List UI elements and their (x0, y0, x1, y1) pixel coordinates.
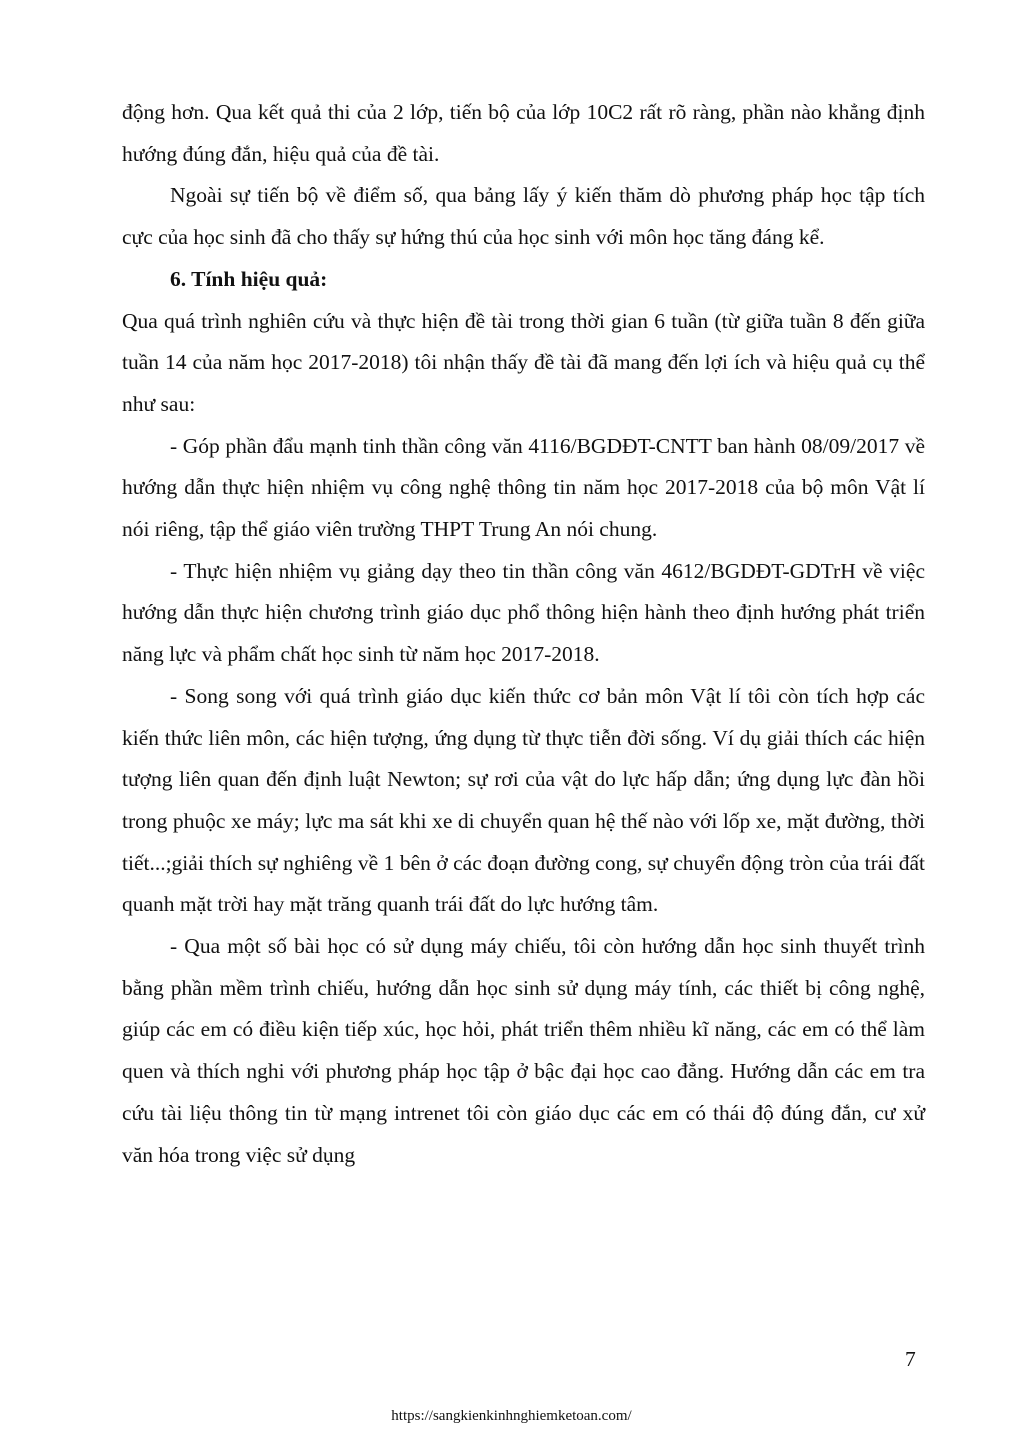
paragraph-research-period: Qua quá trình nghiên cứu và thực hiện đề tài trong thời gian 6 tuần (từ giữa tuần 8 đến giữa tuần 14 của năm học 2017-2018) tôi nhận thấy đề tài đã mang đến lợi ích và hiệu quả cụ thể như sau: (122, 308, 925, 416)
paragraph-results-conclusion: động hơn. Qua kết quả thi của 2 lớp, tiến bộ của lớp 10C2 rất rõ ràng, phần nào khẳng định hướng đúng đắn, hiệu quả của đề tài. (122, 100, 925, 166)
bullet-paragraph-projector-usage: - Qua một số bài học có sử dụng máy chiếu, tôi còn hướng dẫn học sinh thuyết trình bằng phần mềm trình chiếu, hướng dẫn học sinh sử dụng máy tính, các thiết bị công nghệ, giúp các em có điều kiện tiếp xúc, học hỏi, phát triển thêm nhiều kĩ năng, các em có thể làm quen và thích nghi với phương pháp học tập ở bậc đại học cao đẳng. Hướng dẫn các em tra cứu tài liệu thông tin từ mạng intrenet tôi còn giáo dục các em có thái độ đúng đắn, cư xử văn hóa trong việc sử dụng (122, 934, 925, 1167)
bullet-paragraph-teaching-directive: - Thực hiện nhiệm vụ giảng dạy theo tin thần công văn 4612/BGDĐT-GDTrH về việc hướng dẫn thực hiện chương trình giáo dục phổ thông hiện hành theo định hướng phát triển năng lực và phẩm chất học sinh từ năm học 2017-2018. (122, 558, 925, 667)
bullet-paragraph-interdisciplinary: - Song song với quá trình giáo dục kiến thức cơ bản môn Vật lí tôi còn tích hợp các kiến thức liên môn, các hiện tượng, ứng dụng từ thực tiễn đời sống. Ví dụ giải thích các hiện tượng liên quan đến định luật Newton; sự rơi của vật do lực hấp dẫn; ứng dụng lực đàn hồi trong phuộc xe máy; lực ma sát khi xe di chuyển quan hệ thế nào với lốp xe, mặt đường, thời tiết...;giải thích sự nghiêng về 1 bên ở các đoạn đường cong, sự chuyển động tròn của trái đất quanh mặt trời hay mặt trăng quanh trái đất do lực hướng tâm. (122, 683, 925, 917)
section-heading-effectiveness: 6. Tính hiệu quả: (170, 266, 328, 291)
footer-url: https://sangkienkinhnghiemketoan.com/ (391, 1408, 632, 1424)
bullet-paragraph-it-directive: - Góp phần đẩu mạnh tinh thần công văn 4116/BGDĐT-CNTT ban hành 08/09/2017 về hướng dẫn thực hiện nhiệm vụ công nghệ thông tin năm học 2017-2018 của bộ môn Vật lí nói riêng, tập thể giáo viên trường THPT Trung An nói chung. (122, 433, 925, 542)
page-number: 7 (905, 1347, 916, 1371)
paragraph-interest-increase: Ngoài sự tiến bộ về điểm số, qua bảng lấy ý kiến thăm dò phương pháp học tập tích cực của học sinh đã cho thấy sự hứng thú của học sinh với môn học tăng đáng kể. (122, 183, 925, 250)
document-body (122, 92, 925, 1176)
